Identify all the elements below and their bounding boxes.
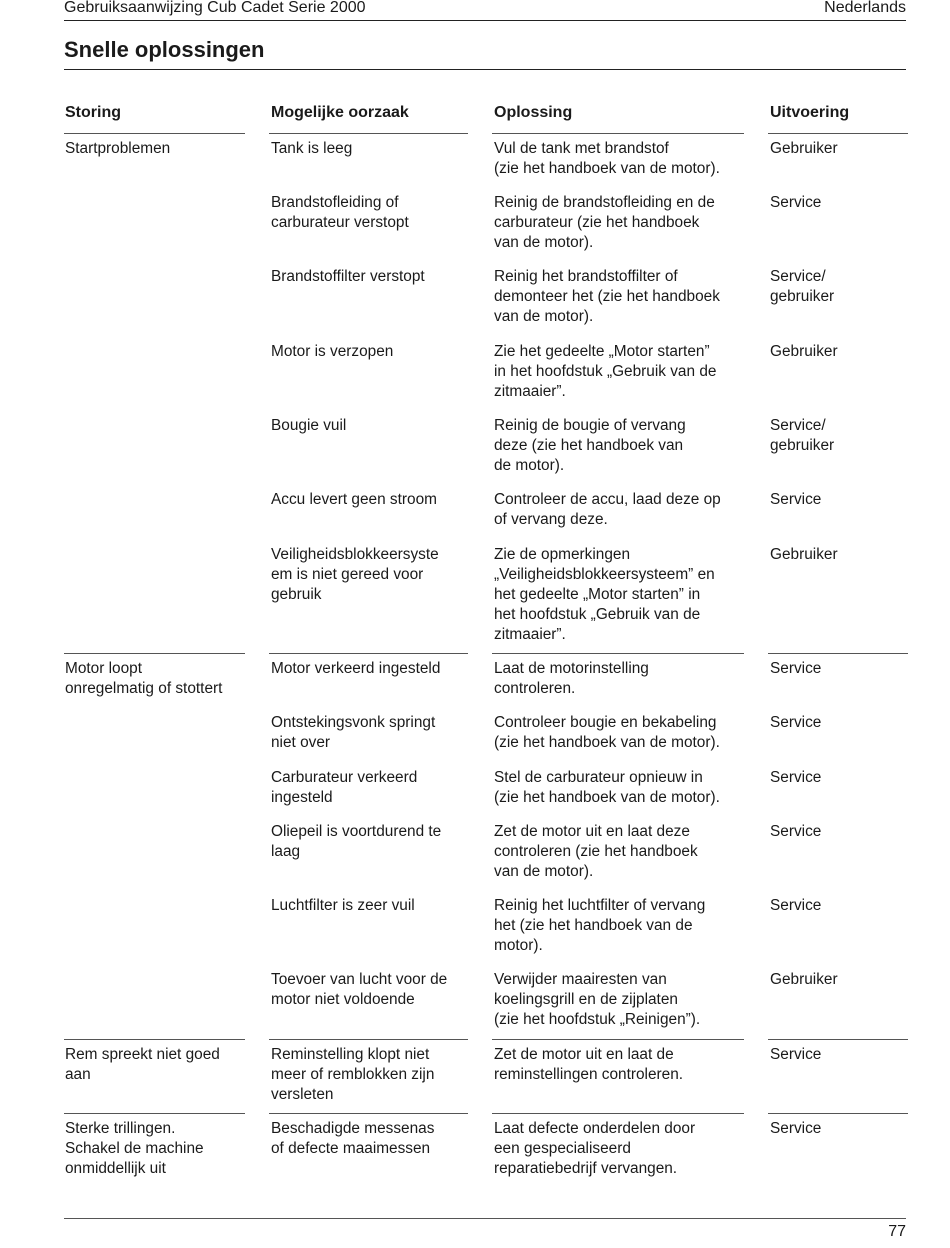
oplossing-cell: Reinig de brandstofleiding en de carburateur (zie het handboek van de motor). — [494, 194, 715, 251]
oplossing-cell: Stel de carburateur opnieuw in (zie het handboek van de motor). — [494, 769, 720, 806]
separator-group2-c3 — [492, 653, 744, 654]
uitvoering-cell: Gebruiker — [770, 546, 838, 563]
oorzaak-cell: Toevoer van lucht voor de motor niet voldoende — [271, 971, 448, 1008]
header-rule — [64, 20, 906, 21]
oorzaak-cell: Ontstekingsvonk springt niet over — [271, 714, 436, 751]
separator-header-c2 — [269, 133, 468, 134]
oplossing-cell: Zie de opmerkingen „Veiligheidsblokkeersysteem” en het gedeelte „Motor starten” in het hoofdstuk „Gebruik van de zitmaaier”. — [494, 546, 715, 643]
oorzaak-cell: Brandstoffilter verstopt — [271, 268, 425, 285]
oplossing-cell: Controleer bougie en bekabeling (zie het handboek van de motor). — [494, 714, 720, 751]
uitvoering-cell: Service — [770, 714, 822, 731]
uitvoering-cell: Gebruiker — [770, 343, 838, 360]
separator-group4-c3 — [492, 1113, 744, 1114]
section-title: Snelle oplossingen — [64, 37, 265, 62]
separator-group3-c3 — [492, 1039, 744, 1040]
oplossing-cell: Laat de motorinstelling controleren. — [494, 660, 649, 697]
oorzaak-cell: Accu levert geen stroom — [271, 491, 437, 508]
separator-group4-c2 — [269, 1113, 468, 1114]
oplossing-cell: Reinig het brandstoffilter of demonteer het (zie het handboek van de motor). — [494, 268, 720, 325]
oplossing-cell: Reinig de bougie of vervang deze (zie het handboek van de motor). — [494, 417, 686, 474]
uitvoering-cell: Service — [770, 1046, 822, 1063]
separator-group2-c4 — [768, 653, 908, 654]
title-rule — [64, 69, 906, 70]
uitvoering-cell: Service — [770, 194, 822, 211]
storing-cell: Sterke trillingen. Schakel de machine onmiddellijk uit — [65, 1120, 204, 1177]
storing-cell: Rem spreekt niet goed aan — [65, 1046, 220, 1083]
uitvoering-cell: Gebruiker — [770, 971, 838, 988]
uitvoering-cell: Service — [770, 491, 822, 508]
separator-group2-c2 — [269, 653, 468, 654]
separator-header-c4 — [768, 133, 908, 134]
separator-header-c1 — [64, 133, 245, 134]
storing-cell: Motor loopt onregelmatig of stottert — [65, 660, 223, 697]
oorzaak-cell: Motor is verzopen — [271, 343, 394, 360]
separator-group3-c2 — [269, 1039, 468, 1040]
oorzaak-cell: Oliepeil is voortdurend te laag — [271, 823, 442, 860]
oorzaak-cell: Tank is leeg — [271, 140, 353, 157]
oplossing-cell: Vul de tank met brandstof (zie het handboek van de motor). — [494, 140, 720, 177]
column-header-oplossing: Oplossing — [494, 104, 573, 121]
uitvoering-cell: Service/ gebruiker — [770, 268, 835, 305]
uitvoering-cell: Service — [770, 1120, 822, 1137]
oplossing-cell: Zet de motor uit en laat deze controleren (zie het handboek van de motor). — [494, 823, 698, 880]
column-header-oorzaak: Mogelijke oorzaak — [271, 104, 409, 121]
uitvoering-cell: Gebruiker — [770, 140, 838, 157]
uitvoering-cell: Service — [770, 897, 822, 914]
oorzaak-cell: Luchtfilter is zeer vuil — [271, 897, 415, 914]
language-label: Nederlands — [824, 0, 906, 16]
footer-rule — [64, 1218, 906, 1219]
oorzaak-cell: Reminstelling klopt niet meer of remblokken zijn versleten — [271, 1046, 435, 1103]
oplossing-cell: Reinig het luchtfilter of vervang het (zie het handboek van de motor). — [494, 897, 706, 954]
oplossing-cell: Zie het gedeelte „Motor starten” in het hoofdstuk „Gebruik van de zitmaaier”. — [494, 343, 717, 400]
uitvoering-cell: Service — [770, 769, 822, 786]
uitvoering-cell: Service — [770, 660, 822, 677]
page-number: 77 — [888, 1223, 906, 1240]
oorzaak-cell: Veiligheidsblokkeersyste em is niet gereed voor gebruik — [271, 546, 439, 603]
separator-header-c3 — [492, 133, 744, 134]
oorzaak-cell: Beschadigde messenas of defecte maaimessen — [271, 1120, 435, 1157]
oorzaak-cell: Motor verkeerd ingesteld — [271, 660, 441, 677]
oorzaak-cell: Carburateur verkeerd ingesteld — [271, 769, 418, 806]
oplossing-cell: Zet de motor uit en laat de reminstellingen controleren. — [494, 1046, 684, 1083]
separator-group3-c4 — [768, 1039, 908, 1040]
manual-title: Gebruiksaanwijzing Cub Cadet Serie 2000 — [64, 0, 366, 16]
separator-group4-c1 — [64, 1113, 245, 1114]
separator-group2-c1 — [64, 653, 245, 654]
column-header-uitvoering: Uitvoering — [770, 104, 850, 121]
separator-group4-c4 — [768, 1113, 908, 1114]
oplossing-cell: Controleer de accu, laad deze op of vervang deze. — [494, 491, 721, 528]
oplossing-cell: Laat defecte onderdelen door een gespecialiseerd reparatiebedrijf vervangen. — [494, 1120, 696, 1177]
oorzaak-cell: Bougie vuil — [271, 417, 347, 434]
separator-group3-c1 — [64, 1039, 245, 1040]
column-header-storing: Storing — [65, 104, 121, 121]
storing-cell: Startproblemen — [65, 140, 171, 157]
oorzaak-cell: Brandstofleiding of carburateur verstopt — [271, 194, 409, 231]
uitvoering-cell: Service/ gebruiker — [770, 417, 835, 454]
oplossing-cell: Verwijder maairesten van koelingsgrill en de zijplaten (zie het hoofdstuk „Reinigen”). — [494, 971, 701, 1028]
uitvoering-cell: Service — [770, 823, 822, 840]
